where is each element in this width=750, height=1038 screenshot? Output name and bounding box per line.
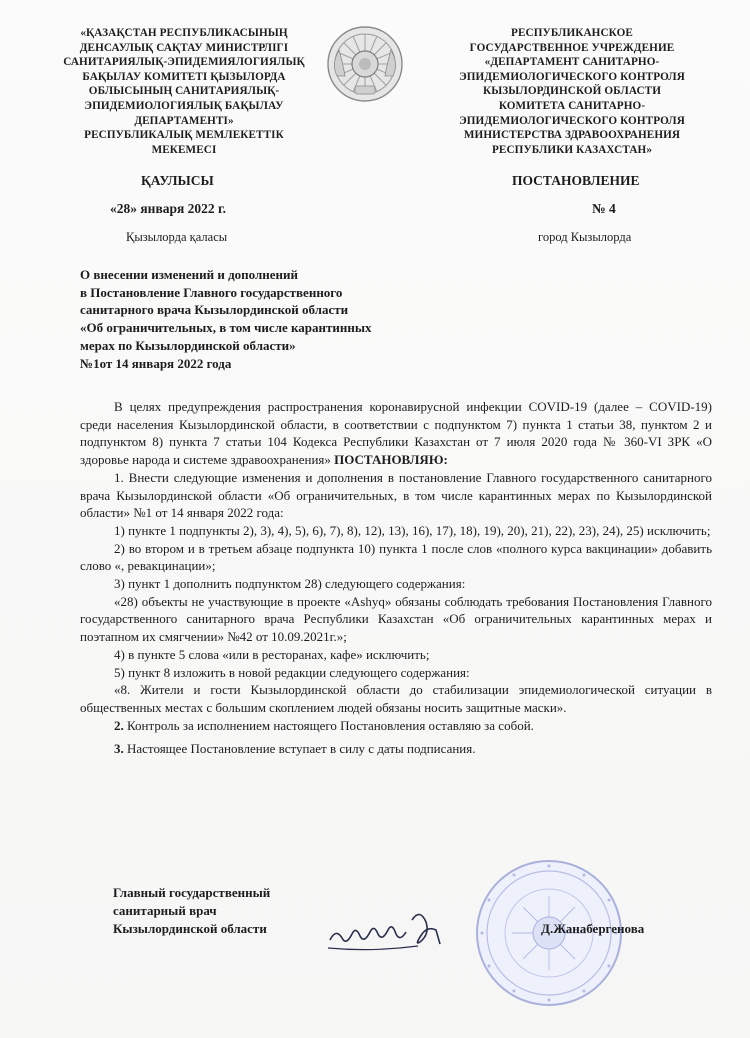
signatory-title-line: Кызылординской области (113, 921, 267, 936)
clause-1-item-4: 4) в пункте 5 слова «или в ресторанах, кафе» исключить; (114, 646, 430, 662)
clause-1-item-5: 5) пункт 8 изложить в новой редакции следующего содержания: (114, 664, 470, 680)
clause-1-item-5-text: «8. Жители и гости Кызылординской области до стабилизации эпидемиологической ситуации в общественных местах с большим скоплением людей обязаны носить защитные маски». (80, 682, 712, 715)
header-kz-line: БАҚЫЛАУ КОМИТЕТІ ҚЫЗЫЛОРДА (82, 70, 286, 83)
signatory-title (113, 884, 270, 938)
city-kz: Қызылорда қаласы (126, 230, 228, 244)
clause-3 (80, 740, 712, 758)
header-ru-line: ГОСУДАРСТВЕННОЕ УЧРЕЖДЕНИЕ (469, 41, 675, 54)
header-ru-line: МИНИСТЕРСТВА ЗДРАВООХРАНЕНИЯ (463, 129, 681, 142)
clause-1-item-2: 2) во втором и в третьем абзаце подпункта 10) пункта 1 после слов «полного курса вакцинации» добавить слово «, ревакцинации»; (80, 540, 712, 574)
clause-2-text: Контроль за исполнением настоящего Постановления оставляю за собой. (123, 717, 534, 733)
header-kz (48, 26, 320, 157)
clause-1-item-1: 1) пункте 1 подпункты 2), 3), 4), 5), 6), 7), 8), 12), 13), 16), 17), 18), 19), 20), 21), 22), 23), 24), 25) исключить; (114, 522, 711, 538)
signatory-title-line: Главный государственный (113, 885, 271, 900)
subject-line: «Об ограничительных, в том числе карантинных (80, 320, 372, 336)
subject-line: мерах по Кызылординской области» (80, 337, 296, 353)
clause-1: 1. Внести следующие изменения и дополнения в постановление Главного государственного санитарного врача Кызылординской области «Об ограничительных, в том числе карантинных мерах по Кызылординской области» №1 от 14 января 2022 года: (80, 469, 712, 521)
signatory-name: Д.Жанабергенова (541, 921, 645, 936)
subject-line: №1от 14 января 2022 года (80, 355, 232, 371)
doc-number: № 4 (592, 201, 616, 216)
header-kz-line: МЕКЕМЕСІ (151, 143, 217, 156)
doc-date: «28» января 2022 г. (110, 201, 227, 216)
header-ru-line: «ДЕПАРТАМЕНТ САНИТАРНО- (484, 56, 660, 69)
resolve-word: ПОСТАНОВЛЯЮ: (334, 452, 448, 468)
header-kz-line: РЕСПУБЛИКАЛЫҚ МЕМЛЕКЕТТІК (84, 129, 284, 142)
clause-3-text: Настоящее Постановление вступает в силу с даты подписания. (123, 741, 476, 757)
preamble-text: В целях предупреждения распространения коронавирусной инфекции COVID-19 (далее – COVID-19) среди населения Кызылординской области, в соответствии с подпунктом 7) пункта 1 статьи 38, пунктом 2 и подпунктом 8) пункта 7 статьи 104 Кодекса Республики Казахстан от 7 июля 2020 года № 360-VI ЗРК «О здоровье народа и системе здравоохранения» (80, 399, 712, 468)
header-kz-line: ДЕПАРТАМЕНТІ» (134, 114, 234, 127)
subject-line: в Постановление Главного государственного (80, 284, 343, 300)
clause-2-number: 2. (114, 717, 124, 733)
city-ru: город Кызылорда (538, 230, 632, 244)
header-kz-line: ОБЛЫСЫНЫҢ САНИТАРИЯЛЫҚ- (88, 85, 280, 98)
header-ru-line: КОМИТЕТА САНИТАРНО- (498, 99, 646, 112)
header-ru (432, 26, 712, 157)
subject-line: О внесении изменений и дополнений (80, 267, 299, 282)
preamble-paragraph (80, 398, 712, 469)
header-ru-line: КЫЗЫЛОРДИНСКОЙ ОБЛАСТИ (483, 85, 661, 98)
header-ru-line: РЕСПУБЛИКАНСКОЕ (511, 27, 633, 39)
header-kz-line: ЭПИДЕМИОЛОГИЯЛЫҚ БАҚЫЛАУ (84, 99, 284, 112)
header-kz-line: «ҚАЗАҚСТАН РЕСПУБЛИКАСЫНЫҢ (80, 27, 288, 39)
header-ru-line: ЭПИДЕМИОЛОГИЧЕСКОГО КОНТРОЛЯ (459, 114, 685, 127)
handwritten-signature (322, 900, 452, 960)
document-subject (80, 266, 480, 372)
document-body (80, 398, 712, 758)
header-ru-line: РЕСПУБЛИКИ КАЗАХСТАН» (491, 143, 653, 156)
clause-2 (80, 717, 712, 735)
state-emblem-icon (325, 24, 405, 104)
subject-line: санитарного врача Кызылординской области (80, 302, 349, 318)
header-kz-line: ДЕНСАУЛЫҚ САҚТАУ МИНИСТРЛІГІ (79, 41, 289, 54)
doc-type-kz: ҚАУЛЫСЫ (141, 173, 214, 188)
clause-1-item-3: 3) пункт 1 дополнить подпунктом 28) следующего содержания: (114, 576, 466, 592)
clause-1-item-3-text: «28) объекты не участвующие в проекте «Ashyq» обязаны соблюдать требования Постановления Главного государственного санитарного врача Республики Казахстан «Об ограничительных карантинных мерах и поэтапном их смягчении» №42 от 10.09.2021г.»; (80, 593, 712, 645)
header-kz-line: САНИТАРИЯЛЫҚ-ЭПИДЕМИЯЛОГИЯЛЫҚ (63, 56, 305, 69)
doc-type-ru: ПОСТАНОВЛЕНИЕ (512, 173, 640, 188)
clause-3-number: 3. (114, 741, 124, 757)
signatory-title-line: санитарный врач (113, 903, 217, 918)
header-ru-line: ЭПИДЕМИОЛОГИЧЕСКОГО КОНТРОЛЯ (459, 70, 685, 83)
